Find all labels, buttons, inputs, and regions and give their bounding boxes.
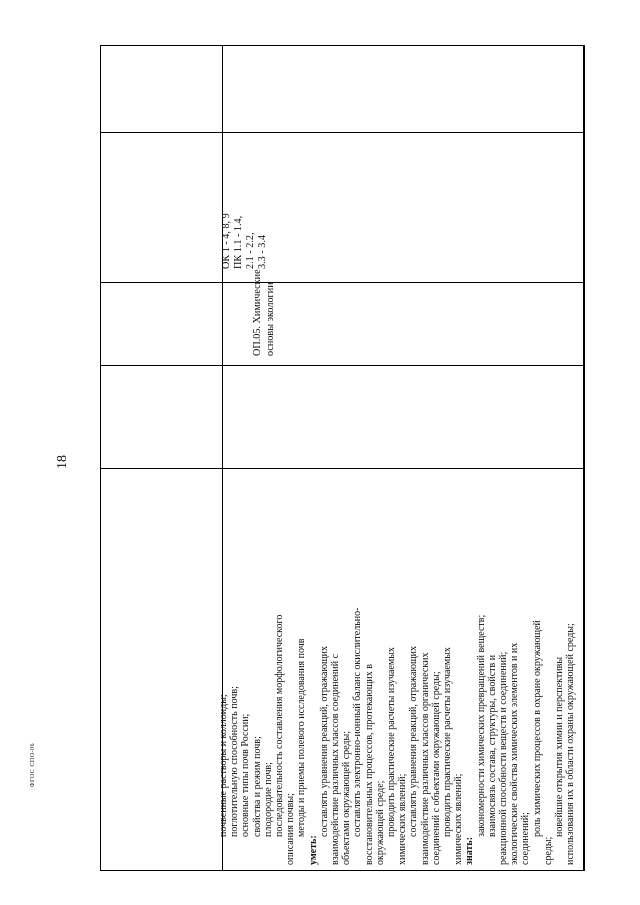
content-line: взаимодействие различных классов органических: [419, 652, 431, 865]
col-divider-2: [584, 45, 585, 871]
competencies-line1: ОК 1 - 4, 8, 9: [221, 213, 232, 269]
content-line: использования их в области охраны окружающей среды;: [565, 623, 577, 865]
content-line: составлять уравнения реакций, отражающих: [318, 645, 330, 837]
competencies-cell: [221, 183, 581, 269]
discipline-line2: основы экологии: [265, 282, 276, 356]
table-border-left: [100, 45, 101, 871]
content-line: химических явлений;: [397, 773, 409, 865]
content-line: почвенные растворы и коллоиды;: [218, 694, 229, 837]
page-number: 18: [55, 455, 70, 469]
content-line: основные типы почв России;: [240, 713, 252, 837]
competencies-line2: ПК 1.1 - 1.4,: [233, 215, 244, 269]
content-line: поглотительную способность почв;: [229, 686, 241, 837]
discipline-line1: ОП.05. Химические: [252, 269, 263, 356]
content-line: роль химических процессов в охране окружающей: [531, 620, 543, 837]
page-footer: ФГОС СПО-06: [30, 742, 36, 788]
content-line: объектами окружающей среды;: [341, 730, 353, 865]
content-line: знать:: [464, 836, 476, 865]
content-line: восстановительных процессов, протекающих в: [363, 664, 375, 865]
row-divider-2: [100, 365, 584, 366]
content-line: проводить практические расчеты изучаемых: [386, 647, 397, 837]
table-border-bottom: [100, 870, 584, 871]
content-line: среды;: [542, 836, 554, 865]
content-line: новейшие открытия химии и перспективы: [554, 656, 565, 837]
content-line: соединений;: [520, 812, 532, 865]
content-line: описания почвы;: [285, 793, 297, 865]
competencies-line3: 2.1 - 2.2,: [245, 232, 256, 269]
table-border-top: [100, 45, 584, 46]
competencies-line4: 3.3 - 3.4: [257, 235, 268, 269]
content-line: реакционной способности веществ и соединений;: [498, 651, 509, 865]
content-line: свойства и режим почв;: [251, 736, 263, 837]
content-line: методы и приемы полевого исследования почв: [296, 638, 308, 837]
content-line: окружающей среде;: [374, 780, 386, 865]
content-line: уметь:: [307, 835, 319, 865]
row-divider-4: [100, 132, 584, 133]
content-line: взаимодействие различных классов соединений с: [330, 653, 341, 865]
content-line: экологические свойства химических элементов и их: [509, 642, 521, 865]
content-line: закономерности химических превращений веществ;: [475, 614, 487, 837]
content-line: последовательность составления морфологического: [274, 614, 285, 837]
content-cell: [218, 465, 578, 865]
content-line: химических явлений;: [453, 773, 465, 865]
content-line: составлять уравнения реакций, отражающих: [408, 645, 420, 837]
content-line: плодородие почв;: [262, 762, 274, 837]
content-line: составлять электронно-ионный баланс окислительно-: [352, 607, 364, 837]
content-line: взаимосвязь состава, структуры, свойств и: [486, 654, 498, 837]
content-line: соединений с объектами окружающей среды;: [430, 671, 442, 865]
content-line: проводить практические расчеты изучаемых: [442, 647, 453, 837]
